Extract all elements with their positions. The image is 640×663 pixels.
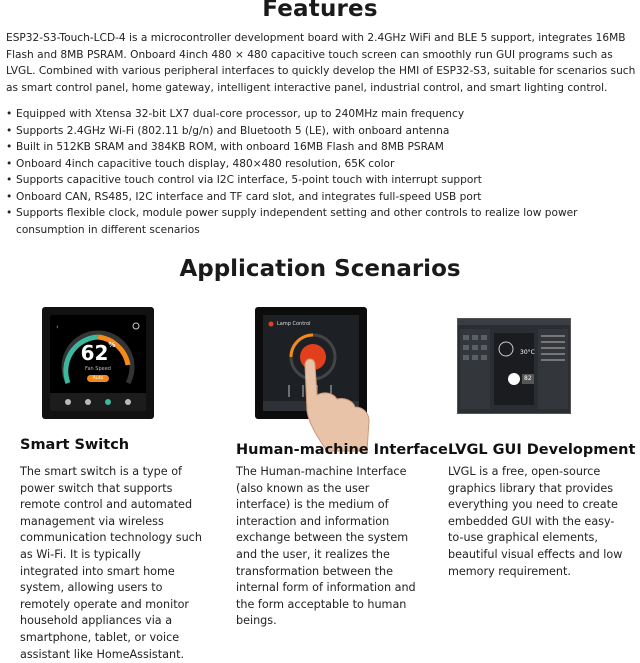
lvgl-editor-icon [458, 319, 570, 413]
hmi-text: The Human-machine Interface (also known as the user interface) is the medium of interaction and information exchange between the system and the user, it realizes the transformation between the internal form of information and the form acceptable to human beings. [236, 465, 416, 628]
fan-speed-value: 62% [80, 341, 116, 365]
fan-speed-label: Fan Speed [85, 366, 111, 372]
feature-item: • Built in 512KB SRAM and 384KB ROM, with onboard 16MB Flash and 8MB PSRAM [6, 139, 636, 156]
scenarios-heading: Application Scenarios [179, 256, 461, 282]
feature-item: • Equipped with Xtensa 32-bit LX7 dual-core processor, up to 240MHz main frequency [6, 106, 636, 123]
smart-switch-text: The smart switch is a type of power switch that supports remote control and automated management via wireless communication technology such as Wi-Fi. It is typically integrated into smart home system, allowing users to remotely operate and monitor household appliances via a smartphone, tablet, or voice assistant like HomeAssistant. [20, 465, 202, 661]
smart-switch-image [42, 307, 154, 419]
smart-switch-title: Smart Switch [20, 437, 130, 453]
hmi-image [255, 307, 367, 419]
features-heading: Features [262, 0, 378, 22]
lvgl-text: LVGL is a free, open-source graphics library that provides everything you need to create embedded GUI with the easy-to-use graphical elements, beautiful visual effects and low memory requirement. [448, 465, 623, 578]
feature-item: • Onboard CAN, RS485, I2C interface and TF card slot, and integrates full-speed USB port [6, 189, 636, 206]
feature-item: • Supports capacitive touch control via I2C interface, 5-point touch with interrupt support [6, 172, 636, 189]
hmi-title: Human-machine Interface [236, 442, 448, 458]
lvgl-title: LVGL GUI Development [448, 442, 636, 458]
lamp-control-label: Lamp Control [277, 321, 311, 327]
hand-pointer-icon [297, 355, 377, 455]
feature-item: • Supports flexible clock, module power supply independent setting and other controls to realize low power consumption in different scenarios [6, 205, 636, 238]
lvgl-editor-image [457, 318, 571, 414]
feature-item: • Onboard 4inch capacitive touch display, 480×480 resolution, 65K color [6, 156, 636, 173]
smart-switch-screen [50, 315, 146, 411]
features-intro: ESP32-S3-Touch-LCD-4 is a microcontroller development board with 2.4GHz WiFi and BLE 5 support, integrates 16MB Flash and 8MB PSRAM. Onboard 4inch 480 × 480 capacitive touch screen can smoothly run GUI programs such as LVGL. Combined with various peripheral interfaces to quickly develop the HMI of ESP32-S3, suitable for scenarios such as smart control panel, home gateway, intelligent interactive panel, industrial control, and smart lighting control. [6, 32, 636, 94]
fan-controls-icon [50, 393, 146, 411]
feature-item: • Supports 2.4GHz Wi-Fi (802.11 b/g/n) and Bluetooth 5 (LE), with onboard antenna [6, 123, 636, 140]
lvgl-temp: 30°C [520, 349, 535, 356]
auto-pill: Auto [87, 375, 109, 382]
control-bar [50, 393, 146, 411]
lvgl-value: 82 [524, 375, 532, 382]
svg-text:‹: ‹ [56, 323, 59, 331]
features-list [6, 106, 636, 238]
